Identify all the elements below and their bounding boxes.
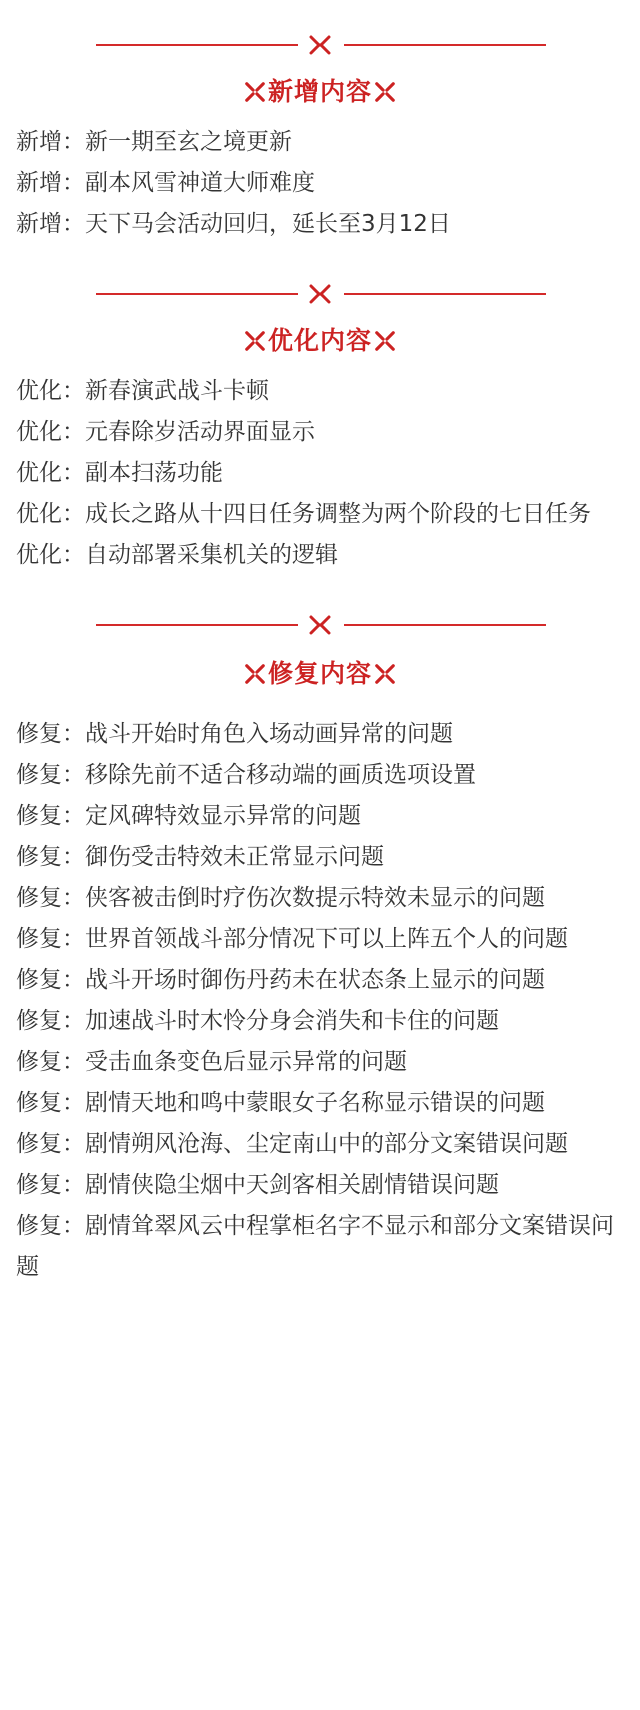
list-item: 修复：世界首领战斗部分情况下可以上阵五个人的问题: [16, 926, 568, 952]
section-title-text: 修复内容: [267, 659, 372, 688]
list-item: 修复：御伤受击特效未正常显示问题: [16, 844, 384, 870]
section-new: [0, 32, 640, 245]
list-item: 修复：受击血条变色后显示异常的问题: [16, 1049, 407, 1075]
list-item: 优化：元春除岁活动界面显示: [16, 419, 315, 445]
list-item: 修复：定风碑特效显示异常的问题: [16, 803, 361, 829]
list-item: 优化：成长之路从十四日任务调整为两个阶段的七日任务: [16, 501, 591, 527]
section-title: [0, 650, 640, 698]
list-item: 新增：天下马会活动回归，延长至3月12日: [16, 211, 451, 237]
ornament-icon: [308, 35, 332, 55]
list-item: 优化：新春演武战斗卡顿: [16, 378, 269, 404]
section-title: [0, 68, 640, 116]
list-item: 修复：加速战斗时木怜分身会消失和卡住的问题: [16, 1008, 499, 1034]
list-item: 新增：副本风雪神道大师难度: [16, 170, 315, 196]
ornament-icon: [244, 81, 266, 103]
section-divider: [0, 612, 640, 638]
list-item: 修复：战斗开始时角色入场动画异常的问题: [16, 721, 453, 747]
section-divider: [0, 32, 640, 58]
ornament-icon: [308, 615, 332, 635]
item-list: [0, 714, 640, 1288]
divider-line-left: [96, 624, 298, 626]
divider-line-right: [344, 624, 546, 626]
list-item: 修复：剧情耸翠风云中程掌柜名字不显示和部分文案错误问题: [16, 1213, 614, 1280]
ornament-icon: [308, 284, 332, 304]
list-item: 优化：自动部署采集机关的逻辑: [16, 542, 338, 568]
section-divider: [0, 281, 640, 307]
ornament-icon: [374, 330, 396, 352]
section-title-text: 新增内容: [267, 77, 372, 106]
ornament-icon: [244, 330, 266, 352]
list-item: 优化：副本扫荡功能: [16, 460, 223, 486]
list-item: 修复：剧情天地和鸣中蒙眼女子名称显示错误的问题: [16, 1090, 545, 1116]
divider-line-left: [96, 293, 298, 295]
item-list: [0, 371, 640, 576]
section-title: [0, 317, 640, 365]
divider-line-right: [344, 293, 546, 295]
list-item: 修复：移除先前不适合移动端的画质选项设置: [16, 762, 476, 788]
ornament-icon: [374, 81, 396, 103]
section-optimize: [0, 281, 640, 576]
list-item: 修复：剧情朔风沧海、尘定南山中的部分文案错误问题: [16, 1131, 568, 1157]
list-item: 修复：战斗开场时御伤丹药未在状态条上显示的问题: [16, 967, 545, 993]
section-title-text: 优化内容: [267, 326, 372, 355]
item-list: [0, 122, 640, 245]
ornament-icon: [244, 663, 266, 685]
list-item: 新增：新一期至玄之境更新: [16, 129, 292, 155]
ornament-icon: [374, 663, 396, 685]
list-item: 修复：侠客被击倒时疗伤次数提示特效未显示的问题: [16, 885, 545, 911]
divider-line-right: [344, 44, 546, 46]
divider-line-left: [96, 44, 298, 46]
section-fixes: [0, 612, 640, 1288]
list-item: 修复：剧情侠隐尘烟中天剑客相关剧情错误问题: [16, 1172, 499, 1198]
